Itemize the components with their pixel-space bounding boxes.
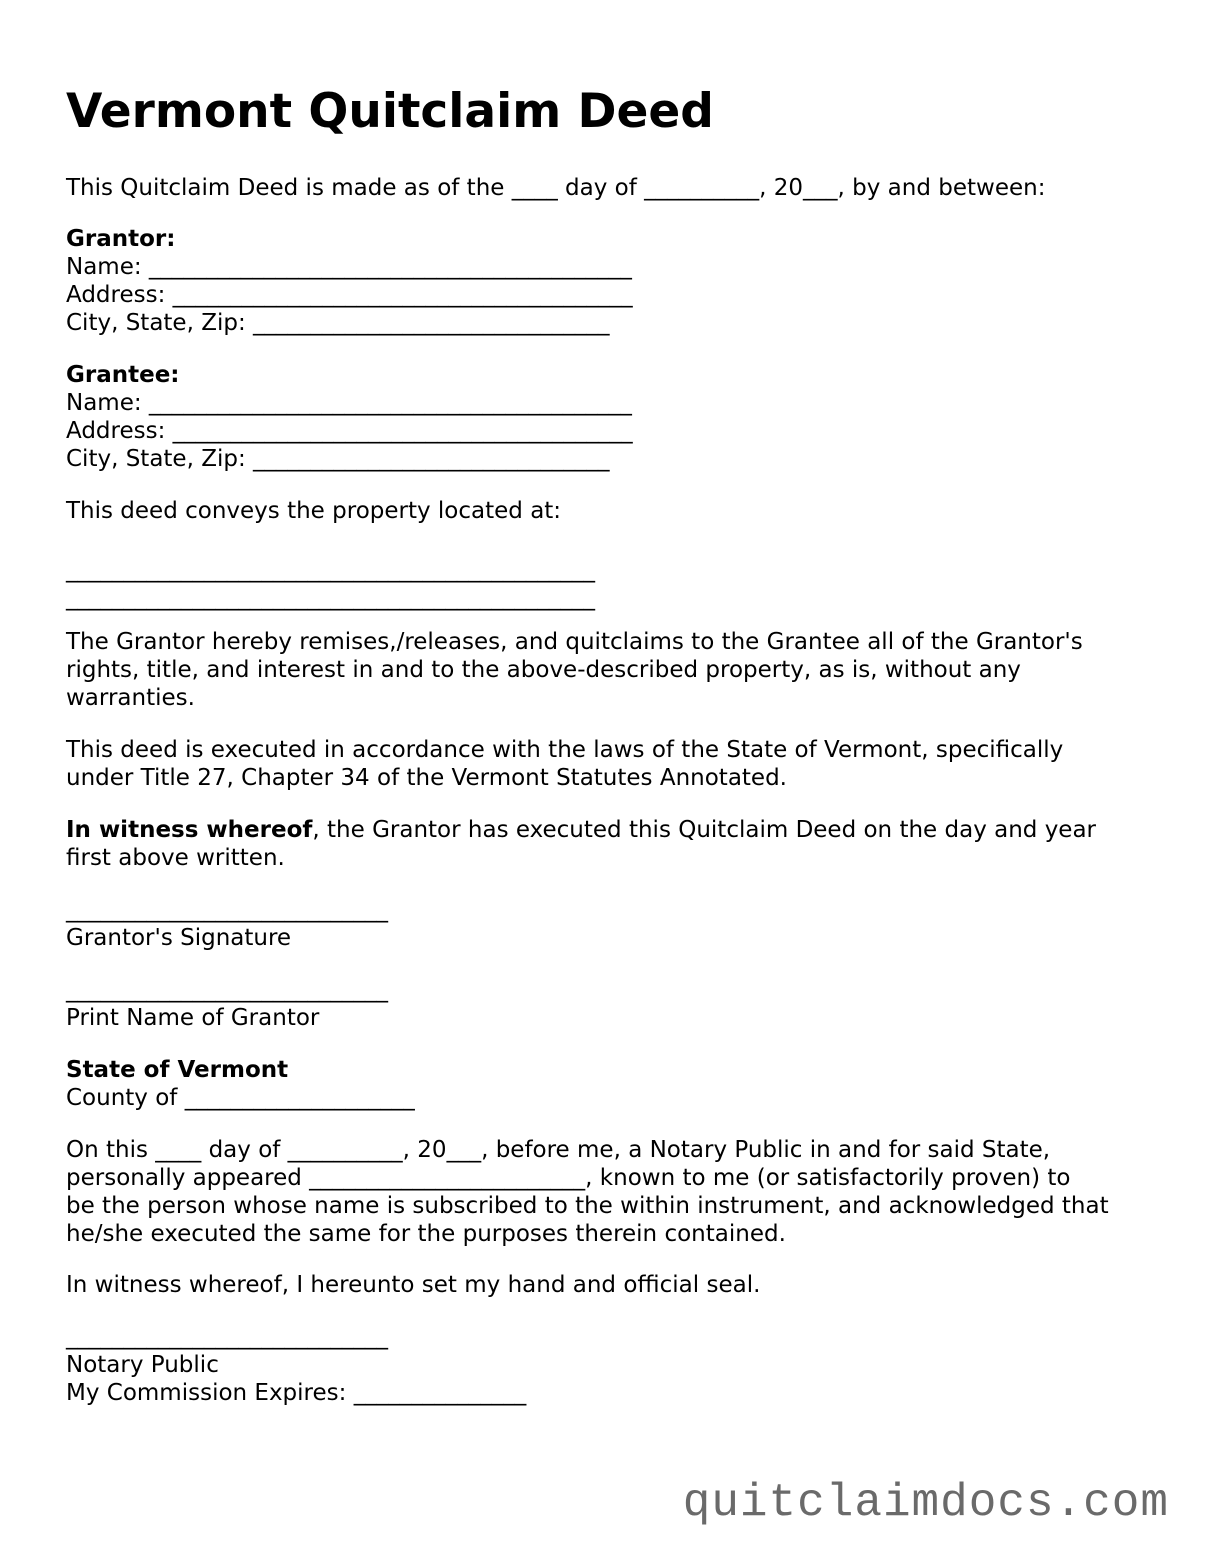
grantor-signature-line: ____________________________ [66, 897, 388, 923]
grantee-city-state-zip-field: City, State, Zip: _______________________________ [66, 446, 610, 472]
witness-line-2: first above written. [66, 845, 285, 871]
notary-ack-line-2: personally appeared ________________________, known to me (or satisfactorily proven) to [66, 1165, 1071, 1191]
grantor-city-state-zip-field: City, State, Zip: _______________________________ [66, 310, 610, 336]
grantee-address-field: Address: ________________________________________ [66, 418, 633, 444]
witness-line-1 [66, 816, 1096, 844]
grantor-name-field: Name: __________________________________________ [66, 254, 632, 280]
intro-text: This Quitclaim Deed is made as of the ____ day of __________, 20___, by and between: [66, 175, 1046, 201]
law-line-1: This deed is executed in accordance with the laws of the State of Vermont, specifically [66, 737, 1064, 763]
grantor-address-field: Address: ________________________________________ [66, 282, 633, 308]
notary-county-field: County of ____________________ [66, 1085, 415, 1111]
conveyance-line-2: rights, title, and interest in and to the above-described property, as is, without any [66, 657, 1021, 683]
notary-commission-field: My Commission Expires: _______________ [66, 1380, 527, 1406]
notary-signature-line: ____________________________ [66, 1324, 388, 1350]
grantor-print-name-label: Print Name of Grantor [66, 1005, 320, 1031]
law-line-2: under Title 27, Chapter 34 of the Vermont Statutes Annotated. [66, 765, 787, 791]
notary-seal-text: In witness whereof, I hereunto set my hand and official seal. [66, 1272, 761, 1298]
page-title: Vermont Quitclaim Deed [66, 84, 714, 139]
grantor-print-name-line: ____________________________ [66, 977, 388, 1003]
grantor-heading: Grantor: [66, 226, 176, 252]
conveyance-line-3: warranties. [66, 685, 195, 711]
notary-ack-line-4: he/she executed the same for the purposes therein contained. [66, 1221, 786, 1247]
witness-bold-phrase: In witness whereof [66, 817, 313, 843]
property-label: This deed conveys the property located at: [66, 498, 562, 524]
grantee-heading: Grantee: [66, 362, 180, 388]
grantee-name-field: Name: __________________________________________ [66, 390, 632, 416]
grantor-signature-label: Grantor's Signature [66, 925, 292, 951]
site-watermark: quitclaimdocs.com [682, 1477, 1169, 1529]
notary-ack-line-3: be the person whose name is subscribed to the within instrument, and acknowledged that [66, 1193, 1109, 1219]
notary-state-heading: State of Vermont [66, 1057, 289, 1083]
notary-ack-line-1: On this ____ day of __________, 20___, before me, a Notary Public in and for said State, [66, 1137, 1051, 1163]
property-line-2: ______________________________________________ [66, 585, 595, 611]
notary-public-label: Notary Public [66, 1352, 219, 1378]
conveyance-line-1: The Grantor hereby remises,/releases, and quitclaims to the Grantee all of the Grantor's [66, 629, 1083, 655]
property-line-1: ______________________________________________ [66, 557, 595, 583]
witness-rest: , the Grantor has executed this Quitclaim Deed on the day and year [312, 817, 1097, 843]
